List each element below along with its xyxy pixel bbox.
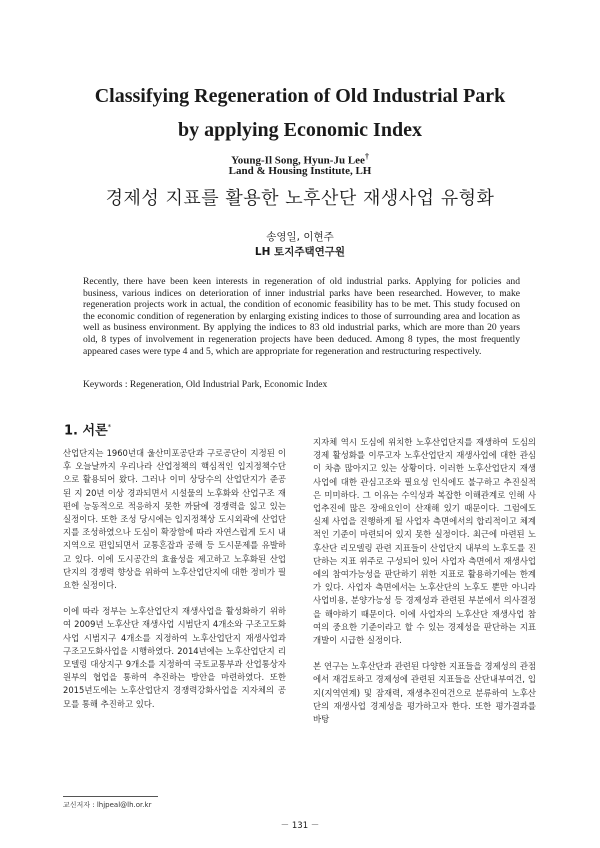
author-block-korean [40, 230, 560, 260]
left-column-paragraph-2: 이에 따라 정부는 노후산업단지 재생사업을 활성화하기 위하여 2009년 노후산단 재생사업 시범단지 4개소와 구조고도화사업 시범지구 4개소를 지정하여 노후산업단지 재생사업과 구조고도화사업을 시행하였다. 2014년에는 노후산업단지 리모델링 대상지구 9개소를 지정하여 국토교통부과 산업통상자원부의 협업을 통하여 추진하는 방안을 마련하였다. 또한 2015년도에는 노후산업단지 경쟁력강화사업을 지자체의 공모를 통해 추진하고 있다. [63, 606, 286, 709]
author-block-english [40, 150, 560, 178]
author-names-english: Young-Il Song, Hyun-Ju Lee [231, 154, 365, 167]
title-english-line-2: by applying Economic Index [178, 119, 422, 141]
abstract: Recently, there have been keen interests in regeneration of old industrial parks. Applying for policies and business, various indices on deterioration of inner industrial parks have been researched. However, to make regeneration projects work in actual, the condition of economic feasibility has to be met. This study focused on the economic condition of regeneration by enlarging existing indices to those of surrounding area and location as well as business environment. By applying the indices to 83 old industrial parks, which are more than 20 years old, 8 types of involvement in regeneration projects have been deduced. Among 8 types, the most frequently appeared cases were type 4 and 5, which are appropriate for regeneration and restructuring respectively. [83, 276, 520, 357]
title-korean: 경제성 지표를 활용한 노후산단 재생사업 유형화 [105, 188, 495, 209]
section-heading [64, 419, 111, 439]
authors-english [40, 150, 560, 167]
footnote: 교신저자 : lhjpeal@lh.or.kr [63, 801, 152, 809]
affiliation-english: Land & Housing Institute, LH [228, 165, 372, 177]
section-footnote-mark: * [107, 423, 112, 431]
page-number: － 131 － [280, 821, 320, 831]
title-english-line-1: Classifying Regeneration of Old Industrial Park [94, 85, 506, 107]
left-column-paragraph-1: 산업단지는 1960년대 울산미포공단과 구로공단이 지정된 이후 오늘날까지 우리나라 산업정책의 핵심적인 입지정책수단으로 활용되어 왔다. 그러나 이미 상당수의 산업단지가 준공된 지 20년 이상 경과되면서 시설물의 노후화와 산업구조 재편에 능동적으로 적응하지 못한 까닭에 경쟁력을 잃고 있는 실정이다. 또한 조성 당시에는 입지정책상 도시외곽에 산업단지를 조성하였으나 도심이 확장함에 따라 자연스럽게 도시 내 지역으로 편입되면서 교통혼잡과 공해 등 도시문제를 유발하고 있다. 이에 도시공간의 효율성을 제고하고 노후화된 산업단지의 경쟁력 향상을 위하여 노후산업단지에 대한 정비가 필요한 실정이다. [63, 448, 286, 591]
right-column-paragraph-1: 지자체 역시 도심에 위치한 노후산업단지를 재생하여 도심의 경제 활성화를 이루고자 노후산업단지 재생사업에 대한 관심이 차츰 많아지고 있는 상황이다. 이러한 노후산업단지 재생사업에 대한 관심고조와 필요성 인식에도 불구하고 추진실적은 미미하다. 그 이유는 수익성과 복잡한 이해관계로 인해 사업추진에 많은 장애요인이 산재해 있기 때문이다. 그럼에도 실제 사업을 진행하게 될 사업자 측면에서의 합리적이고 체계적인 기준이 마련되어 있지 못한 실정이다. 최근에 마련된 노후산단 리모델링 관련 지표들이 산업단지 내부의 노후도를 진단하는 지표 위주로 구성되어 있어 사업자 측면에서 재생사업에의 참여가능성을 판단하기 위한 지표로 활용하기에는 한계가 있다. 사업자 측면에서는 노후산단의 노후도 뿐만 아니라 사업비용, 분양가능성 등 경제성과 관련된 부분에서 의사결정을 해야하기 때문이다. 이에 사업자의 노후산단 재생사업 참여의 중요한 기준이라고 할 수 있는 경제성을 판단하는 지표개발이 시급한 실정이다. [313, 437, 536, 646]
footnote-rule [63, 796, 158, 797]
keywords: Keywords : Regeneration, Old Industrial Park, Economic Index [83, 379, 328, 390]
right-column-paragraph-2: 본 연구는 노후산단과 관련된 다양한 지표들을 경제성의 관점에서 재검토하고 경제성에 관련된 지표들을 산단내부여건, 입지(지역연계) 및 잠재력, 재생추진여건으로 분류하여 노후산단의 재생사업 경제성을 평가하고자 한다. 또한 평가결과를 바탕 [313, 661, 536, 725]
authors-korean: 송영일, 이현주 [266, 231, 334, 243]
corresponding-author-mark: † [364, 152, 369, 161]
affiliation-korean: LH 토지주택연구원 [254, 246, 346, 258]
section-heading-text: 1. 서론 [64, 423, 108, 439]
left-column [63, 447, 286, 711]
right-column [313, 436, 536, 726]
